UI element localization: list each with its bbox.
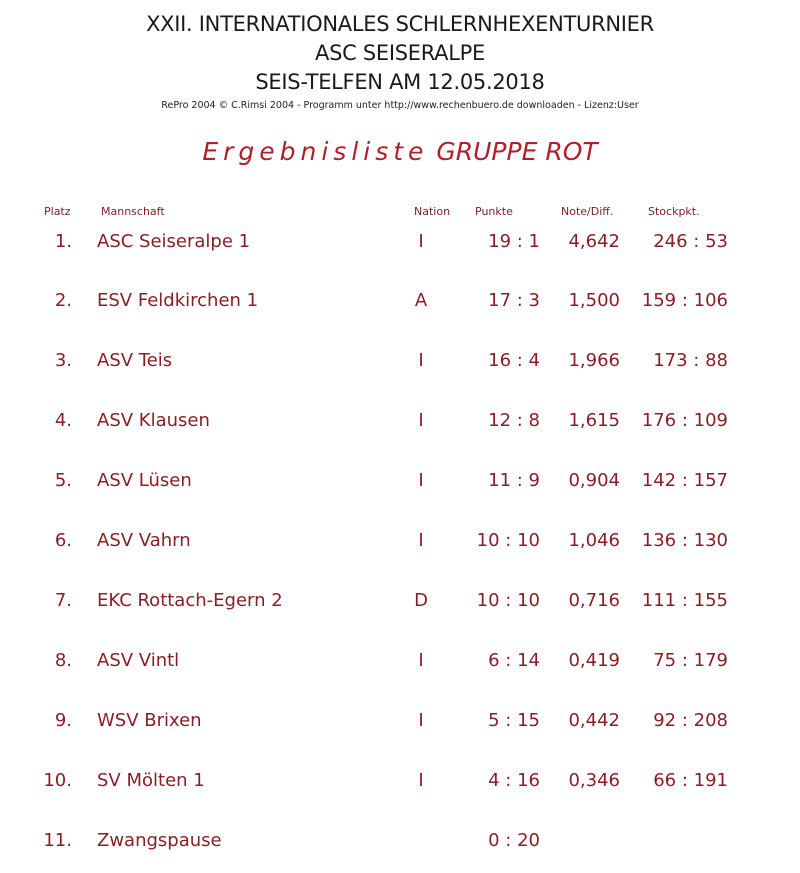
row-nation: I — [418, 231, 424, 252]
column-header-note: Note/Diff. — [561, 205, 614, 218]
row-points: 5 : 15 — [488, 710, 540, 731]
table-row — [0, 650, 800, 680]
row-nation: D — [414, 590, 428, 611]
table-row — [0, 350, 800, 380]
row-rank: 10. — [43, 770, 72, 791]
row-stock-points: 75 : 179 — [653, 650, 728, 671]
row-points: 6 : 14 — [488, 650, 540, 671]
table-row — [0, 590, 800, 620]
row-team-name: Zwangspause — [97, 830, 222, 851]
row-rank: 7. — [54, 590, 72, 611]
column-header-nation: Nation — [414, 205, 451, 218]
table-row — [0, 410, 800, 440]
organizer-name: ASC SEISERALPE — [315, 41, 485, 65]
row-points: 17 : 3 — [488, 290, 540, 311]
column-header-punkte: Punkte — [475, 205, 513, 218]
row-team-name: ESV Feldkirchen 1 — [97, 290, 259, 311]
row-team-name: ASV Teis — [97, 350, 173, 371]
row-rank: 4. — [54, 410, 72, 431]
row-stock-points: 142 : 157 — [641, 470, 728, 491]
row-points: 10 : 10 — [476, 590, 540, 611]
row-stock-points: 246 : 53 — [653, 231, 728, 252]
row-nation: I — [418, 410, 424, 431]
results-heading-label: Ergebnisliste — [202, 137, 429, 166]
row-stock-points: 92 : 208 — [653, 710, 728, 731]
row-team-name: ASV Lüsen — [97, 470, 192, 491]
row-nation: I — [418, 350, 424, 371]
column-header-platz: Platz — [44, 205, 71, 218]
row-points: 11 : 9 — [488, 470, 540, 491]
table-row — [0, 530, 800, 560]
results-heading — [0, 137, 800, 166]
column-header-stockpunkte: Stockpkt. — [648, 205, 700, 218]
row-note-diff: 1,615 — [568, 410, 620, 431]
row-rank: 5. — [54, 470, 72, 491]
row-nation: I — [418, 650, 424, 671]
row-note-diff: 1,500 — [568, 290, 620, 311]
row-note-diff: 0,419 — [568, 650, 620, 671]
row-note-diff: 0,904 — [568, 470, 620, 491]
row-rank: 11. — [43, 830, 72, 851]
column-header-mannschaft: Mannschaft — [101, 205, 165, 218]
row-team-name: WSV Brixen — [97, 710, 202, 731]
row-team-name: ASC Seiseralpe 1 — [97, 231, 251, 252]
row-points: 4 : 16 — [488, 770, 540, 791]
software-credit: RePro 2004 © C.Rimsi 2004 - Programm unter http://www.rechenbuero.de downloaden - Lizenz:User — [161, 100, 639, 111]
row-note-diff: 0,716 — [568, 590, 620, 611]
row-points: 16 : 4 — [488, 350, 540, 371]
row-stock-points: 159 : 106 — [641, 290, 728, 311]
row-rank: 9. — [54, 710, 72, 731]
row-note-diff: 4,642 — [568, 231, 620, 252]
table-row — [0, 830, 800, 860]
row-nation: A — [414, 290, 428, 311]
table-row — [0, 770, 800, 800]
row-note-diff: 1,966 — [568, 350, 620, 371]
row-rank: 6. — [54, 530, 72, 551]
group-name: GRUPPE ROT — [436, 137, 598, 166]
row-nation: I — [418, 770, 424, 791]
row-points: 12 : 8 — [488, 410, 540, 431]
row-note-diff: 0,346 — [568, 770, 620, 791]
row-team-name: SV Mölten 1 — [97, 770, 205, 791]
table-row — [0, 290, 800, 320]
row-points: 10 : 10 — [476, 530, 540, 551]
row-team-name: EKC Rottach-Egern 2 — [97, 590, 283, 611]
row-points: 0 : 20 — [488, 830, 540, 851]
row-rank: 2. — [54, 290, 72, 311]
row-stock-points: 173 : 88 — [653, 350, 728, 371]
event-location-date: SEIS-TELFEN AM 12.05.2018 — [255, 70, 545, 94]
row-stock-points: 136 : 130 — [641, 530, 728, 551]
row-team-name: ASV Vahrn — [97, 530, 191, 551]
table-row — [0, 710, 800, 740]
row-nation: I — [418, 710, 424, 731]
row-points: 19 : 1 — [488, 231, 540, 252]
row-team-name: ASV Vintl — [97, 650, 180, 671]
row-stock-points: 66 : 191 — [653, 770, 728, 791]
row-note-diff: 1,046 — [568, 530, 620, 551]
table-row — [0, 470, 800, 500]
table-row — [0, 231, 800, 261]
row-rank: 8. — [54, 650, 72, 671]
row-stock-points: 111 : 155 — [641, 590, 728, 611]
tournament-title: XXII. INTERNATIONALES SCHLERNHEXENTURNIER — [146, 12, 654, 36]
row-nation: I — [418, 530, 424, 551]
row-rank: 3. — [54, 350, 72, 371]
row-team-name: ASV Klausen — [97, 410, 210, 431]
row-stock-points: 176 : 109 — [641, 410, 728, 431]
row-rank: 1. — [54, 231, 72, 252]
row-note-diff: 0,442 — [568, 710, 620, 731]
row-nation: I — [418, 470, 424, 491]
